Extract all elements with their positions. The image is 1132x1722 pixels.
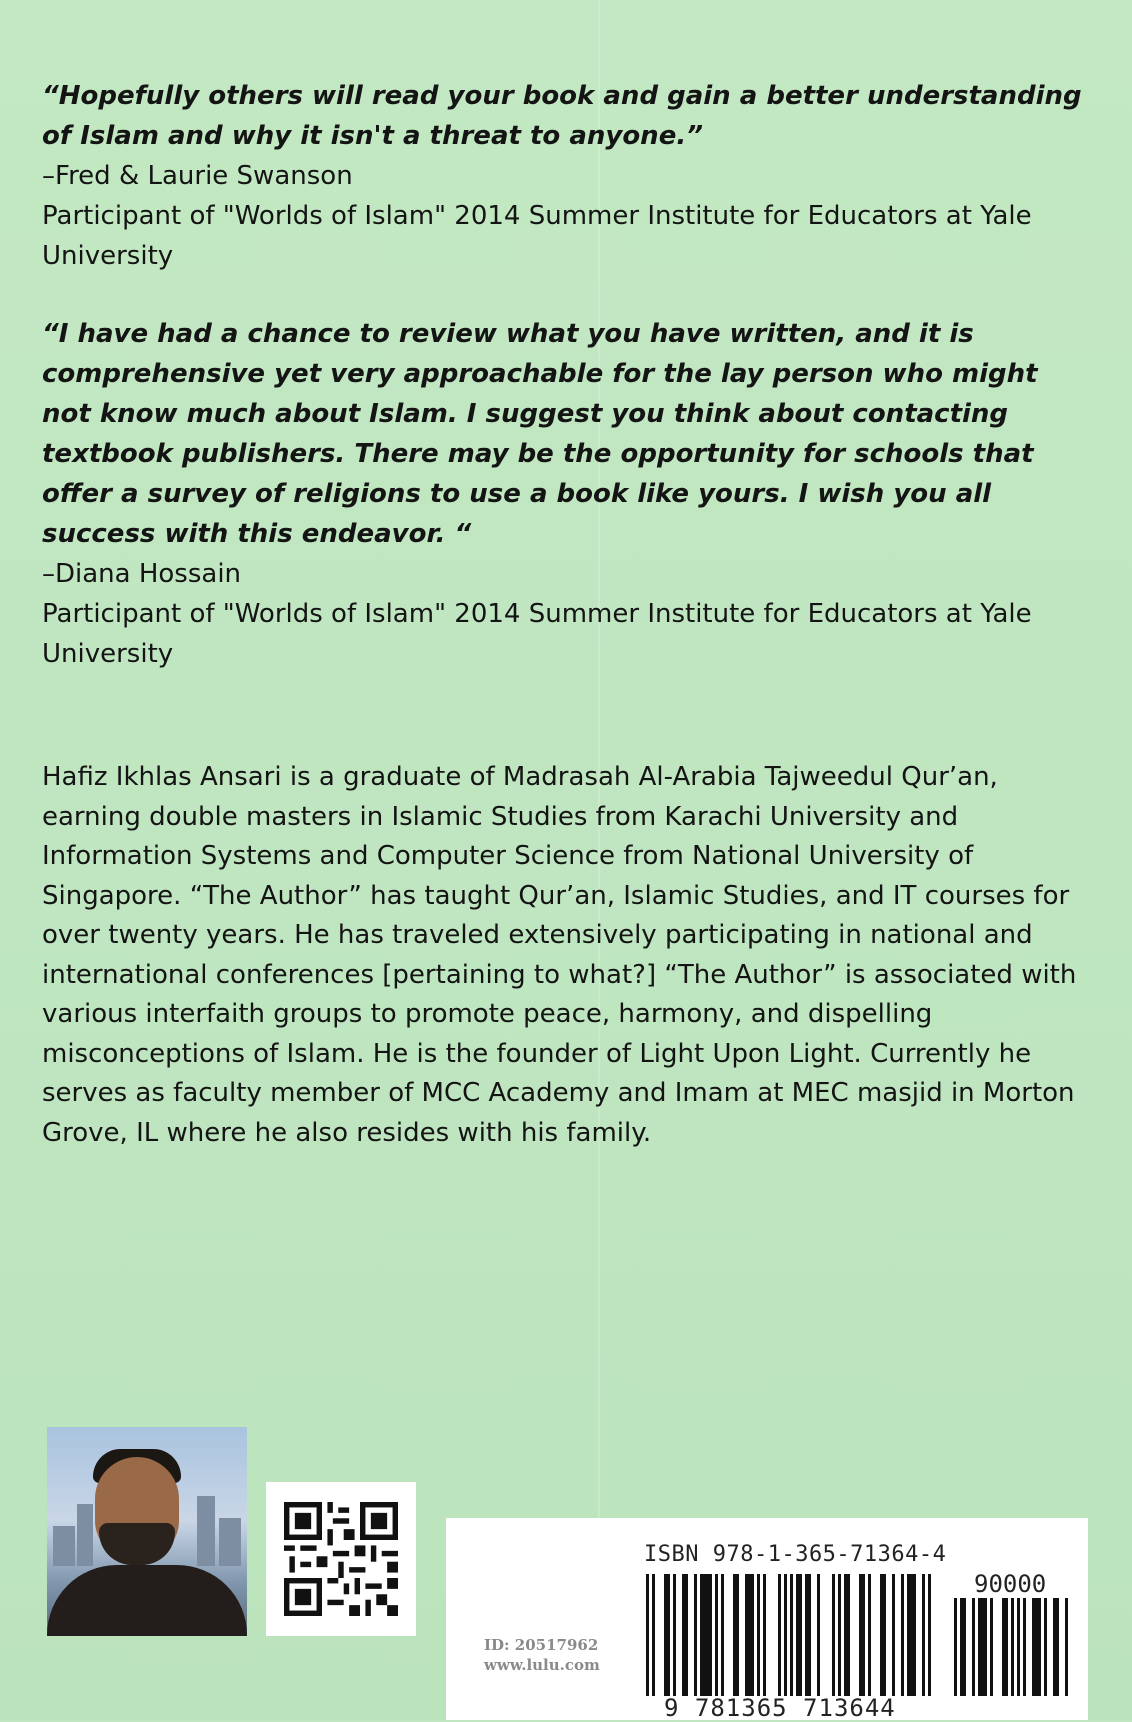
ean-barcode	[646, 1574, 946, 1696]
ean-digits: 9 781365 713644	[664, 1694, 896, 1722]
testimonial-1-attribution: –Fred & Laurie Swanson	[42, 161, 353, 191]
testimonial-1	[42, 76, 1082, 276]
price-code: 90000	[974, 1570, 1047, 1598]
testimonial-2-quote: “I have had a chance to review what you have written, and it is comprehensive yet very approachable for the lay person who might not know much about Islam. I suggest you think about contacting textbook publishers. There may be the opportunity for schools that offer a survey of religions to use a book like yours. I wish you all success with this endeavor. “	[42, 319, 1038, 549]
testimonial-1-affiliation: Participant of "Worlds of Islam" 2014 Summer Institute for Educators at Yale University	[42, 201, 1032, 271]
author-photo	[47, 1427, 247, 1636]
author-bio: Hafiz Ikhlas Ansari is a graduate of Madrasah Al-Arabia Tajweedul Qur’an, earning double masters in Islamic Studies from Karachi University and Information Systems and Computer Science from National University of Singapore. “The Author” has taught Qur’an, Islamic Studies, and IT courses for over twenty years. He has traveled extensively participating in national and international conferences [pertaining to what?] “The Author” is associated with various interfaith groups to promote peace, harmony, and dispelling misconceptions of Islam. He is the founder of Light Upon Light. Currently he serves as faculty member of MCC Academy and Imam at MEC masjid in Morton Grove, IL where he also resides with his family.	[42, 762, 1077, 1148]
testimonial-2	[42, 314, 1082, 674]
qr-code-icon	[284, 1502, 398, 1616]
lulu-url: www.lulu.com	[484, 1656, 600, 1674]
qr-code	[266, 1482, 416, 1636]
testimonial-2-affiliation: Participant of "Worlds of Islam" 2014 Summer Institute for Educators at Yale University	[42, 599, 1032, 669]
barcode-panel	[446, 1518, 1088, 1720]
isbn-label: ISBN 978-1-365-71364-4	[644, 1542, 947, 1567]
testimonial-2-attribution: –Diana Hossain	[42, 559, 242, 589]
testimonial-1-quote: “Hopefully others will read your book and gain a better understanding of Islam and why it isn't a threat to anyone.”	[42, 81, 1082, 151]
lulu-id: ID: 20517962	[484, 1636, 599, 1654]
price-addon-barcode	[954, 1598, 1074, 1696]
